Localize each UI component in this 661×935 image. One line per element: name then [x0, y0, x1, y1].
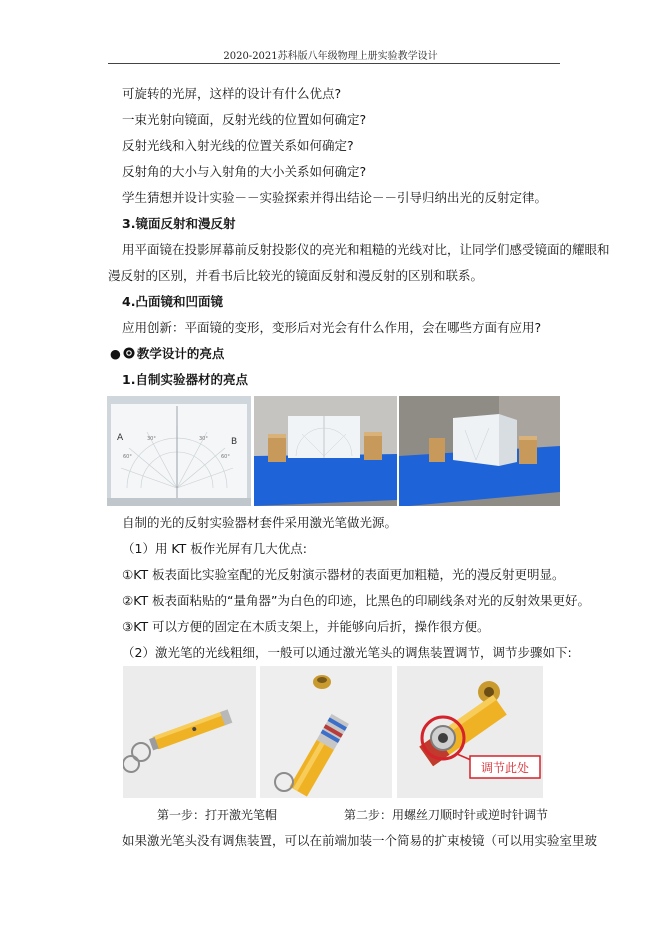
caption-step-2: 第二步：用螺丝刀顺时针或逆时针调节	[344, 808, 549, 822]
callout-label: 调节此处	[480, 761, 530, 775]
kt-item-3: ③KT 可以方便的固定在木质支架上，并能够向后折，操作很方便。	[122, 619, 490, 634]
page-header: 2020-2021苏科版八年级物理上册实验教学设计	[223, 51, 438, 62]
header-rule	[108, 63, 560, 64]
screen-label-a: A	[117, 433, 124, 443]
photo-protractor-screen	[107, 396, 251, 506]
angle-label: 30°	[147, 436, 156, 442]
highlights-title: 教学设计的亮点	[136, 346, 225, 361]
numbered-circle-icon	[123, 347, 135, 359]
highlights-heading	[110, 346, 224, 362]
photo-kit-front	[254, 396, 397, 506]
laser-text: （2）激光笔的光线粗细，一般可以通过激光笔头的调焦装置调节，调节步骤如下:	[122, 645, 572, 660]
kt-item-1: ①KT 板表面比实验室配的光反射演示器材的表面更加粗糙，光的漫反射更明显。	[122, 567, 565, 582]
list-marker: ②	[122, 593, 134, 608]
section-3-line-1: 用平面镜在投影屏幕前反射投影仪的亮光和粗糙的光线对比，让同学们感受镜面的耀眼和	[122, 242, 610, 257]
photo-laser-open	[123, 666, 256, 798]
kt-title: （1）用 KT 板作光屏有几大优点:	[122, 541, 307, 556]
last-paragraph-line: 如果激光笔头没有调焦装置，可以在前端加装一个简易的扩束棱镜（可以用实验室里玻	[122, 833, 598, 848]
angle-label: 60°	[123, 454, 132, 460]
bullet-dot: ●	[110, 346, 121, 361]
highlights-sub-1: 1.自制实验器材的亮点	[122, 372, 248, 387]
section-4-text: 应用创新：平面镜的变形，变形后对光会有什么作用，会在哪些方面有应用?	[122, 320, 542, 335]
question-3: 反射光线和入射光线的位置关系如何确定?	[122, 138, 354, 153]
photo-laser-adjust	[397, 666, 543, 798]
photo-laser-cap	[260, 666, 392, 798]
kit-description: 自制的光的反射实验器材套件采用激光笔做光源。	[122, 515, 398, 530]
question-1: 可旋转的光屏，这样的设计有什么优点?	[122, 86, 342, 101]
caption-step-1: 第一步：打开激光笔帽	[157, 808, 278, 822]
photo-kit-angled	[399, 396, 560, 506]
section-3-line-2: 漫反射的区别，并看书后比较光的镜面反射和漫反射的区别和联系。	[108, 268, 484, 283]
screen-label-b: B	[231, 437, 238, 447]
question-4: 反射角的大小与入射角的大小关系如何确定?	[122, 164, 367, 179]
list-marker: ①	[122, 567, 134, 582]
section-3-title: 3.镜面反射和漫反射	[122, 216, 236, 231]
list-marker: ③	[122, 619, 134, 634]
process-text: 学生猜想并设计实验－－实验探索并得出结论－－引导归纳出光的反射定律。	[122, 190, 548, 205]
angle-label: 30°	[199, 436, 208, 442]
section-4-title: 4.凸面镜和凹面镜	[122, 294, 223, 309]
kt-item-2: ②KT 板表面粘贴的“量角器”为白色的印迹，比黑色的印刷线条对光的反射效果更好。	[122, 593, 591, 608]
question-2: 一束光射向镜面，反射光线的位置如何确定?	[122, 112, 367, 127]
angle-label: 60°	[221, 454, 230, 460]
